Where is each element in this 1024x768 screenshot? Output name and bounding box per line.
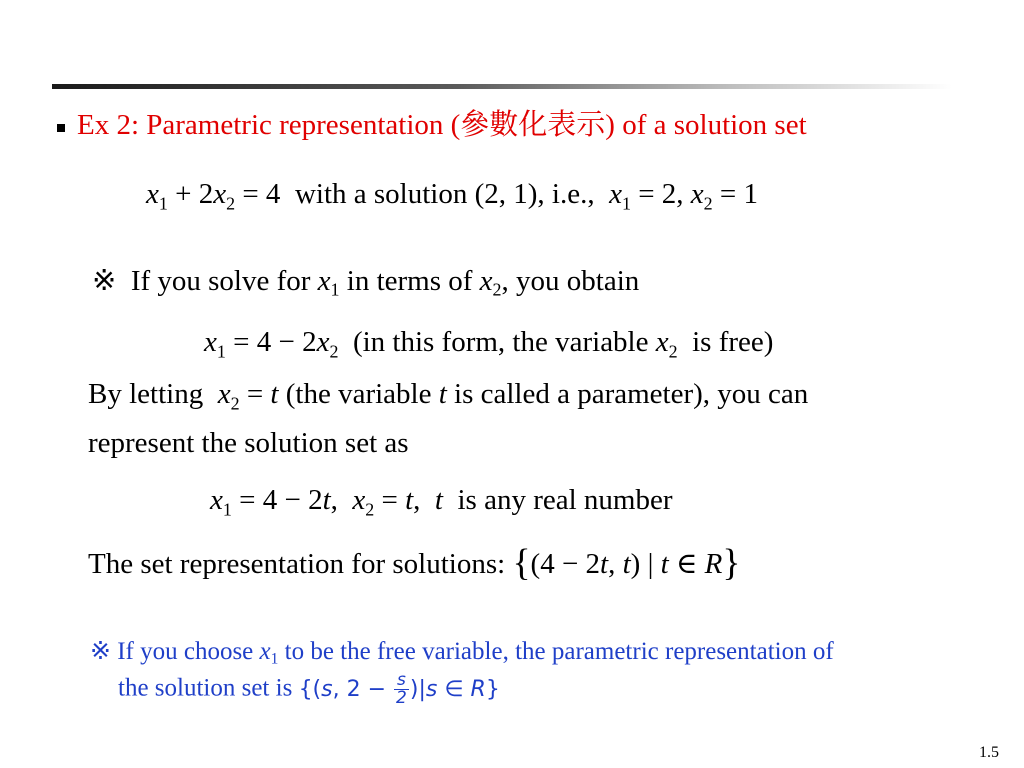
equation-2: $x_1 = 4 - 2x_2$ (in this form, the variable $x_2$ is free)	[204, 326, 774, 362]
title-divider	[52, 84, 952, 89]
fraction-s-over-2: $\frac{s}{2}$	[396, 670, 407, 708]
page-number: 1.5	[979, 744, 999, 761]
reference-mark-icon-2: ※	[90, 638, 111, 665]
equation-1-text: with a solution (2, 1), i.e.,	[294, 178, 595, 210]
equation-3: $x_1 = 4 - 2t$, $x_2 = t$, t is any real number	[210, 484, 673, 520]
note-free-variable-line-2: the solution set is {(s, 2 − $\frac{s}{2}$ )|s ∈ R}	[118, 670, 500, 708]
bullet-square-icon	[57, 124, 65, 132]
slide-title: Ex 2: Parametric representation (參數化表示) of a solution set	[77, 109, 807, 141]
equation-1: $x_1 + 2x_2 = 4$ with a solution (2, 1), i.e., $x_1 = 2$, $x_2 = 1$	[146, 178, 759, 214]
note-solve-for: ※ If you solve for $x_1$ in terms of $x_2$, you obtain	[92, 265, 640, 300]
paragraph-line-2: represent the solution set as	[88, 427, 409, 459]
set-representation: The set representation for solutions: {(4 − 2t, t) | t ∈ R}	[88, 542, 741, 584]
paragraph-line-1: By letting $x_2 = t$ (the variable t is called a parameter), you can	[88, 378, 809, 414]
note-free-variable: ※ If you choose $x_1$ to be the free variable, the parametric representation of	[90, 638, 834, 668]
reference-mark-icon: ※	[92, 265, 117, 297]
